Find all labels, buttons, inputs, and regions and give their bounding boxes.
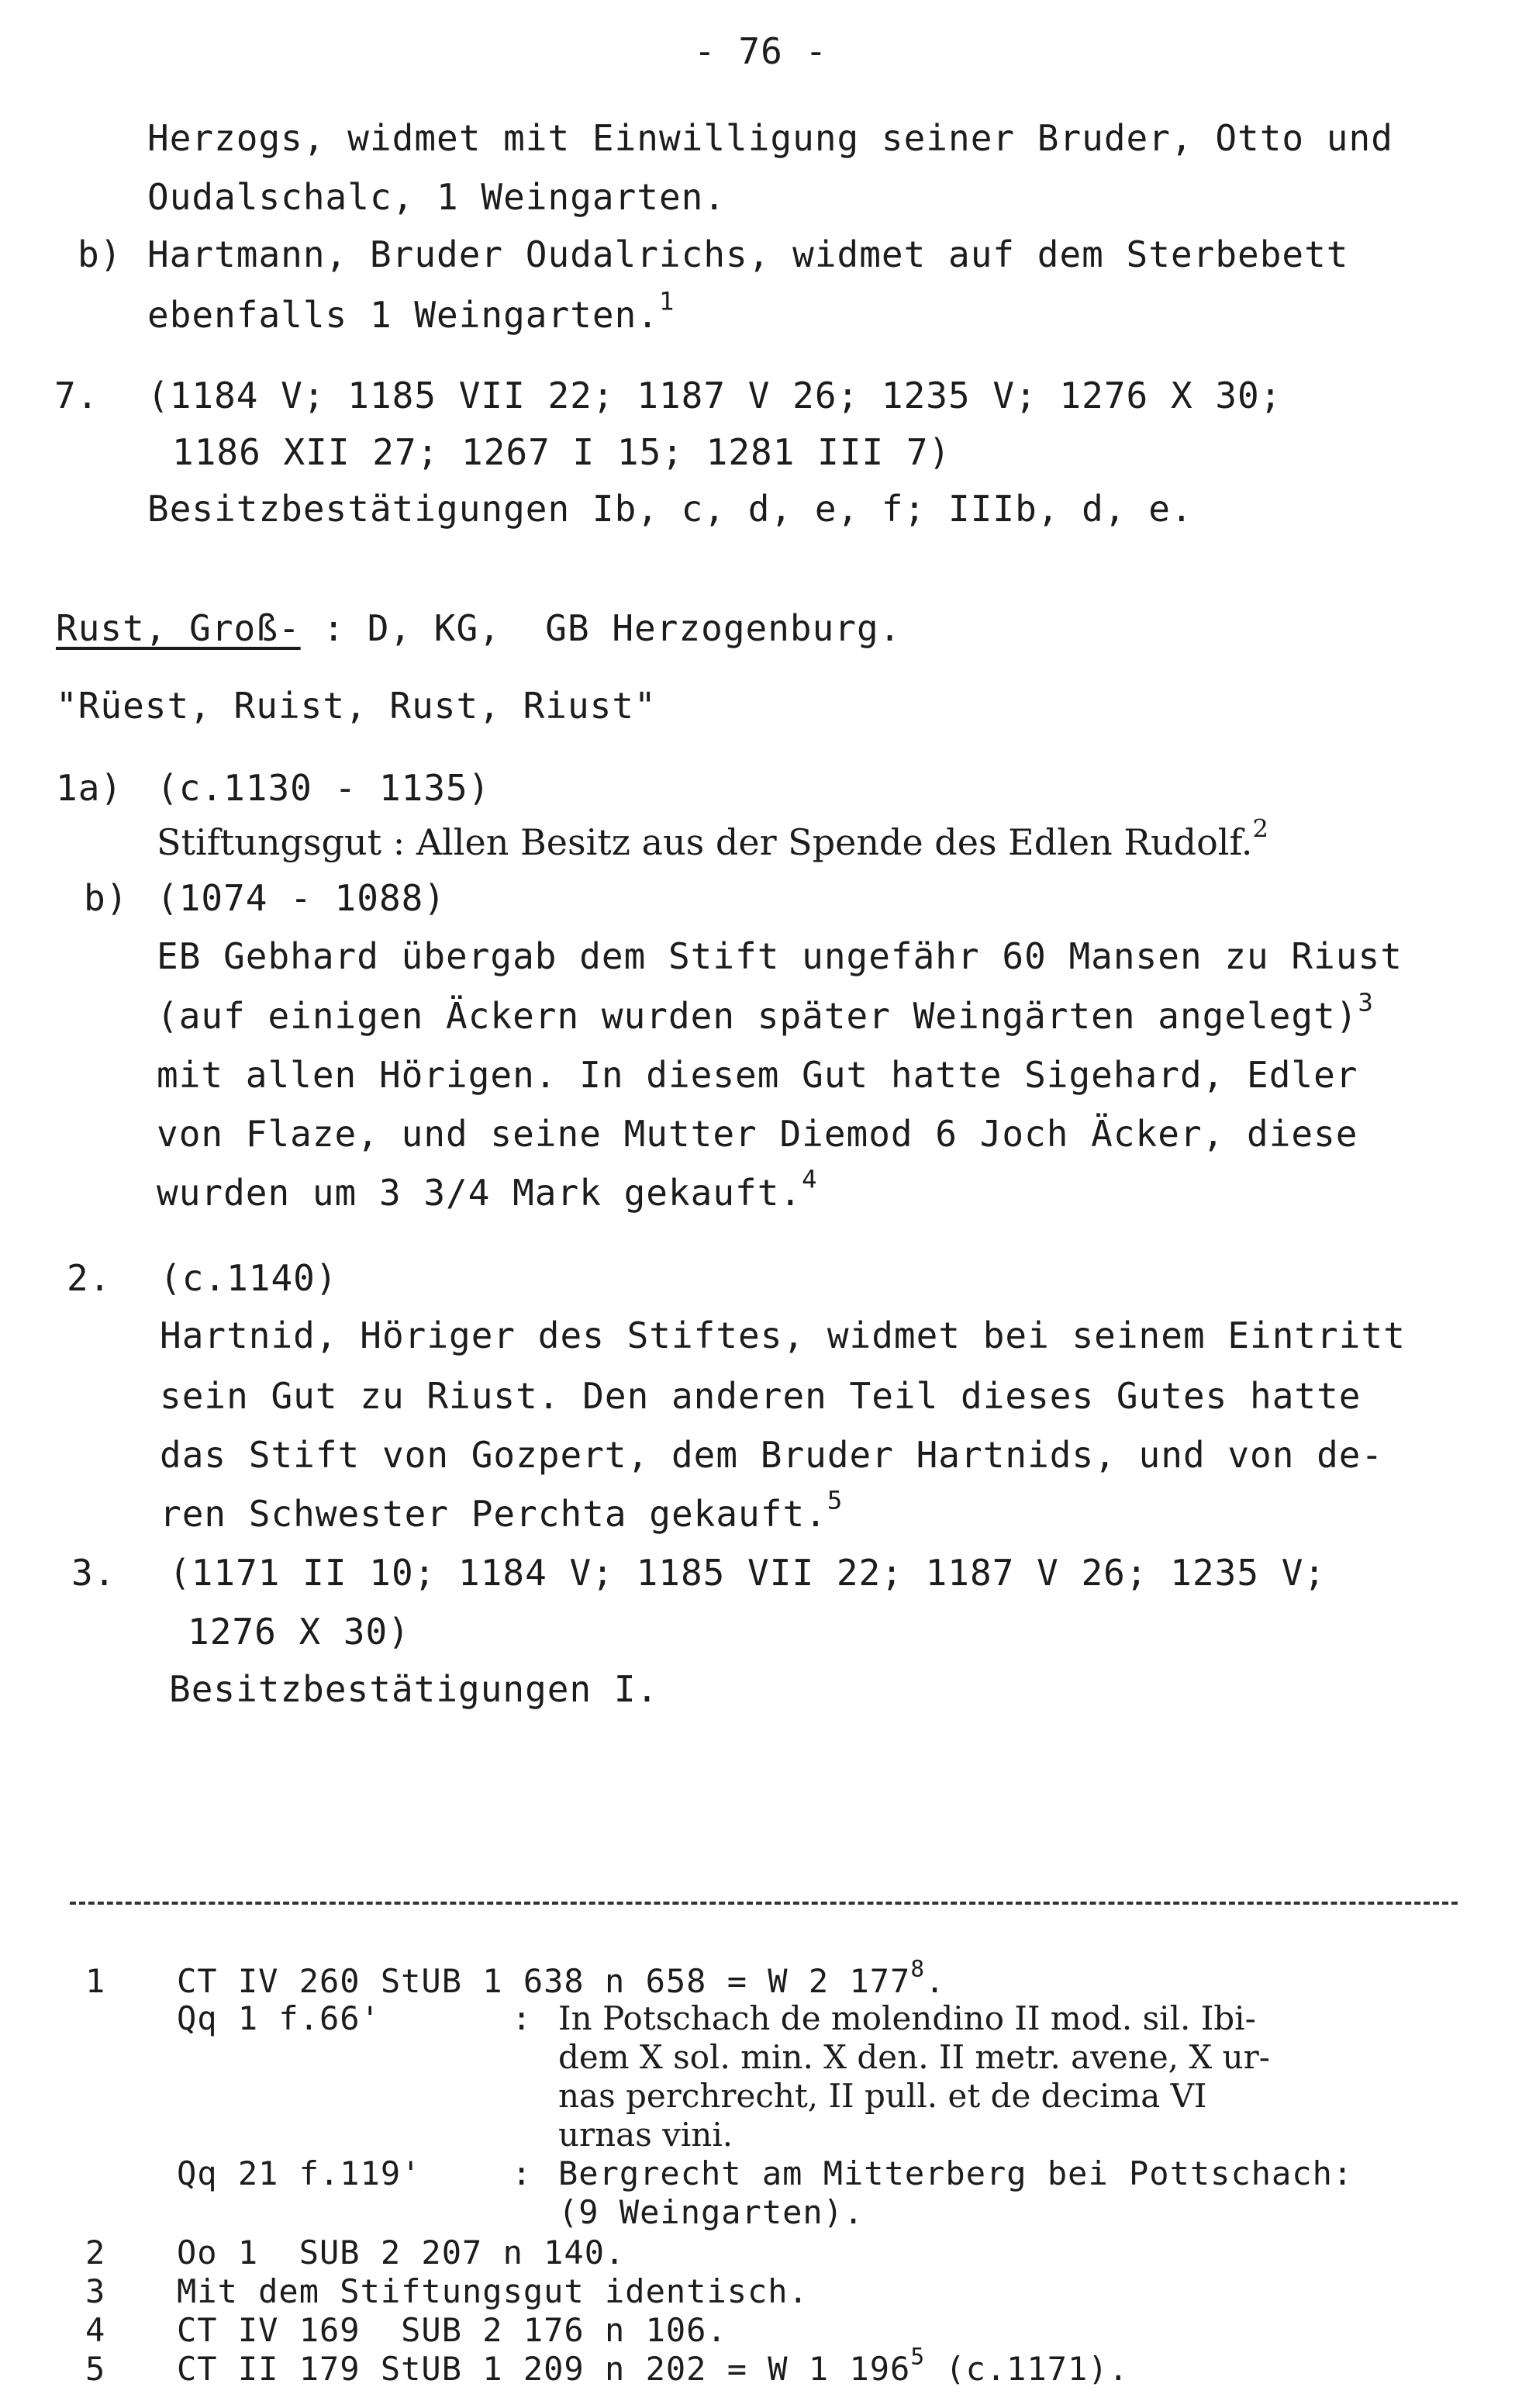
entry-2-line-3: das Stift von Gozpert, dem Bruder Hartnids, und von de- bbox=[160, 1434, 1384, 1476]
footnote-ref: 3 bbox=[1358, 987, 1374, 1017]
footnote-1-colon: : bbox=[512, 2154, 533, 2192]
entry-2-line-1: Hartnid, Höriger des Stiftes, widmet bei seinem Eintritt bbox=[160, 1315, 1406, 1356]
footnote-1-colon: : bbox=[512, 1999, 533, 2037]
footnote-1-quote-line-5: Bergrecht am Mitterberg bei Pottschach: bbox=[558, 2154, 1354, 2192]
page-number: - 76 - bbox=[694, 30, 828, 72]
footnote-number: 5 bbox=[85, 2350, 106, 2388]
footnote-number: 4 bbox=[85, 2311, 106, 2349]
entry-3-line-2: 1276 X 30) bbox=[188, 1611, 410, 1653]
entry-1b-line-2: (auf einigen Äckern wurden später Weingärten angelegt)$^3$ bbox=[157, 987, 1374, 1037]
footnote-1-quote-line-3: nas perchrecht, II pull. et de decima VI bbox=[558, 2077, 1207, 2115]
entry-label: 7. bbox=[54, 375, 99, 416]
entry-1b-line-3: mit allen Hörigen. In diesem Gut hatte Sigehard, Edler bbox=[157, 1054, 1358, 1096]
footnote-number: 3 bbox=[85, 2272, 106, 2310]
entry-2-line-4: ren Schwester Perchta gekauft.$^5$ bbox=[160, 1485, 844, 1535]
entry-b-line-1: Hartmann, Bruder Oudalrichs, widmet auf dem Sterbebett bbox=[147, 233, 1349, 275]
footnote-3-text: Mit dem Stiftungsgut identisch. bbox=[177, 2272, 809, 2310]
footnote-4-text: CT IV 169 SUB 2 176 n 106. bbox=[177, 2311, 727, 2349]
entry-3-line-1: (1171 II 10; 1184 V; 1185 VII 22; 1187 V 26; 1235 V; bbox=[169, 1552, 1327, 1594]
footnote-ref: 5 bbox=[827, 1485, 844, 1515]
entry-1a-text: Stiftungsgut : Allen Besitz aus der Spende des Edlen Rudolf.$^2$ bbox=[157, 814, 1268, 863]
footnote-1-quote-line-4: urnas vini. bbox=[558, 2116, 733, 2154]
entry-label: 1a) bbox=[56, 767, 123, 809]
footnote-ref: 2 bbox=[1252, 814, 1268, 844]
footnote-ref: 4 bbox=[802, 1164, 818, 1194]
entry-label: 3. bbox=[71, 1552, 116, 1594]
footnote-1-source-ref: Qq 21 f.119' bbox=[177, 2154, 422, 2192]
footnote-1-quote-line-6: (9 Weingarten). bbox=[558, 2193, 865, 2231]
entry-2-line-2: sein Gut zu Riust. Den anderen Teil dieses Gutes hatte bbox=[160, 1375, 1362, 1417]
entry-label: 2. bbox=[67, 1257, 112, 1299]
footnote-1-quote-line-2: dem X sol. min. X den. II metr. avene, X ur- bbox=[558, 2038, 1270, 2076]
entry-label: b) bbox=[78, 233, 123, 275]
continuation-line-1: Herzogs, widmet mit Einwilligung seiner Bruder, Otto und bbox=[147, 117, 1393, 159]
entry-7-line-1: (1184 V; 1185 VII 22; 1187 V 26; 1235 V; 1276 X 30; bbox=[147, 375, 1282, 416]
entry-2-date: (c.1140) bbox=[160, 1257, 338, 1299]
entry-3-line-3: Besitzbestätigungen I. bbox=[169, 1668, 659, 1710]
footnote-1-quote-line-1: In Potschach de molendino II mod. sil. Ibi- bbox=[558, 1999, 1256, 2037]
entry-label: b) bbox=[84, 877, 129, 919]
footnote-number: 1 bbox=[85, 1962, 106, 2000]
footnote-ref: 1 bbox=[658, 286, 675, 316]
entry-1b-date: (1074 - 1088) bbox=[157, 877, 447, 919]
entry-1b-line-4: von Flaze, und seine Mutter Diemod 6 Joch Äcker, diese bbox=[157, 1113, 1358, 1155]
continuation-line-2: Oudalschalc, 1 Weingarten. bbox=[147, 176, 726, 218]
footnote-1-source-ref: Qq 1 f.66' bbox=[177, 1999, 381, 2037]
place-name: Rust, Groß- bbox=[56, 607, 301, 649]
footnote-number: 2 bbox=[85, 2234, 106, 2272]
entry-1a-date: (c.1130 - 1135) bbox=[157, 767, 491, 809]
entry-1b-line-1: EB Gebhard übergab dem Stift ungefähr 60 Mansen zu Riust bbox=[157, 935, 1403, 977]
entry-1b-line-5: wurden um 3 3/4 Mark gekauft.$^4$ bbox=[157, 1164, 818, 1214]
footnote-1-line-1: CT IV 260 StUB 1 638 n 658 = W 2 $177^8$. bbox=[177, 1955, 946, 2000]
footnote-separator bbox=[70, 1902, 1458, 1905]
place-name-variants: "Rüest, Ruist, Rust, Riust" bbox=[56, 685, 657, 727]
entry-7-line-3: Besitzbestätigungen Ib, c, d, e, f; IIIb, d, e. bbox=[147, 488, 1193, 530]
entry-7-line-2: 1186 XII 27; 1267 I 15; 1281 III 7) bbox=[172, 431, 951, 473]
footnote-5-text: CT II 179 StUB 1 209 n 202 = W 1 $196^5$ (c.1171). bbox=[177, 2343, 1129, 2388]
entry-b-line-2: ebenfalls 1 Weingarten.$^1$ bbox=[147, 286, 675, 336]
place-heading: Rust, Groß- : D, KG, GB Herzogenburg. bbox=[56, 607, 902, 649]
footnote-2-text: Oo 1 SUB 2 207 n 140. bbox=[177, 2234, 626, 2272]
